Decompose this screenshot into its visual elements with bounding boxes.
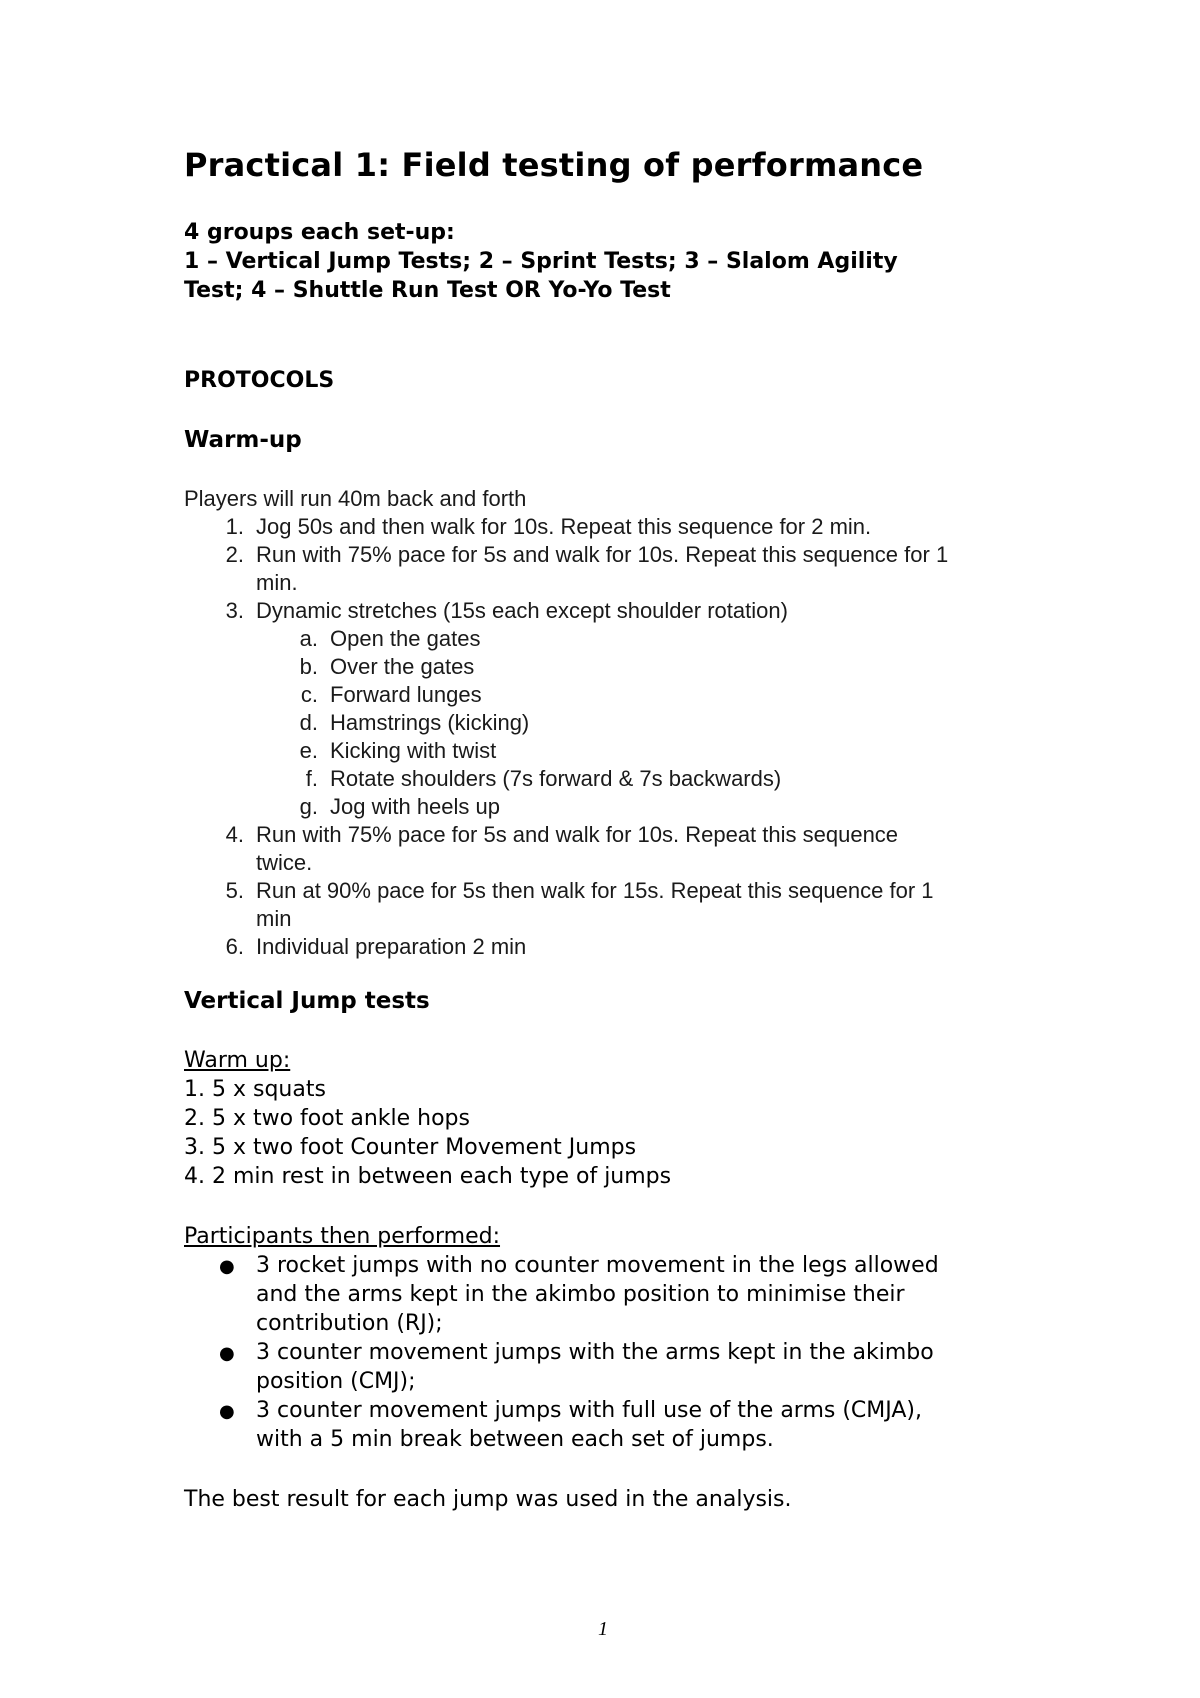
bullet-text: 3 counter movement jumps with full use of the arms (CMJA),: [256, 1398, 922, 1423]
page-number: 1: [598, 1618, 608, 1640]
bullet-icon: ●: [219, 1343, 235, 1364]
protocols-heading: PROTOCOLS: [184, 368, 335, 393]
sub-list-letter: f.: [305, 766, 318, 791]
list-text-continued: min: [256, 906, 292, 931]
warmup-intro: Players will run 40m back and forth: [184, 486, 527, 511]
list-text-continued: twice.: [256, 850, 313, 875]
list-text: Run at 90% pace for 5s then walk for 15s. Repeat this sequence for 1: [256, 878, 934, 903]
list-text: Individual preparation 2 min: [256, 934, 527, 959]
list-text: Run with 75% pace for 5s and walk for 10s. Repeat this sequence: [256, 822, 899, 847]
list-item: 1. 5 x squats: [184, 1077, 326, 1102]
sub-list-letter: c.: [300, 682, 318, 707]
sub-list-letter: g.: [299, 794, 318, 819]
warmup-subheading: Warm up:: [184, 1048, 291, 1073]
list-number: 5.: [225, 878, 244, 903]
list-text: Dynamic stretches (15s each except shoulder rotation): [256, 598, 788, 623]
sub-list-text: Hamstrings (kicking): [330, 710, 530, 735]
bullet-text: 3 rocket jumps with no counter movement in the legs allowed: [256, 1253, 939, 1278]
groups-heading: 4 groups each set-up:: [184, 220, 455, 245]
list-text-continued: min.: [256, 570, 298, 595]
vertical-jump-heading: Vertical Jump tests: [184, 988, 430, 1014]
list-number: 4.: [225, 822, 244, 847]
list-item: 2. 5 x two foot ankle hops: [184, 1106, 470, 1131]
groups-line-2: Test; 4 – Shuttle Run Test OR Yo-Yo Test: [184, 278, 671, 303]
list-number: 1.: [225, 514, 244, 539]
bullet-text: 3 counter movement jumps with the arms kept in the akimbo: [256, 1340, 934, 1365]
sub-list-letter: b.: [299, 654, 318, 679]
conclusion-text: The best result for each jump was used in the analysis.: [184, 1487, 792, 1512]
page-title: Practical 1: Field testing of performance: [184, 146, 924, 184]
sub-list-letter: e.: [299, 738, 318, 763]
sub-list-text: Rotate shoulders (7s forward & 7s backwards): [330, 766, 782, 791]
groups-line-1: 1 – Vertical Jump Tests; 2 – Sprint Tests; 3 – Slalom Agility: [184, 249, 898, 274]
participants-subheading: Participants then performed:: [184, 1224, 501, 1249]
sub-list-text: Forward lunges: [330, 682, 482, 707]
sub-list-letter: a.: [299, 626, 318, 651]
bullet-icon: ●: [219, 1256, 235, 1277]
warmup-heading: Warm-up: [184, 427, 302, 453]
list-number: 6.: [225, 934, 244, 959]
list-item: 3. 5 x two foot Counter Movement Jumps: [184, 1135, 637, 1160]
bullet-text-continued: with a 5 min break between each set of jumps.: [256, 1427, 774, 1452]
list-text: Run with 75% pace for 5s and walk for 10s. Repeat this sequence for 1: [256, 542, 949, 567]
sub-list-text: Open the gates: [330, 626, 481, 651]
bullet-text-continued: contribution (RJ);: [256, 1311, 443, 1336]
sub-list-text: Kicking with twist: [330, 738, 497, 763]
bullet-text-continued: and the arms kept in the akimbo position to minimise their: [256, 1282, 905, 1307]
list-item: 4. 2 min rest in between each type of jumps: [184, 1164, 672, 1189]
bullet-text-continued: position (CMJ);: [256, 1369, 416, 1394]
list-number: 2.: [225, 542, 244, 567]
sub-list-text: Jog with heels up: [330, 794, 500, 819]
list-number: 3.: [225, 598, 244, 623]
bullet-icon: ●: [219, 1401, 235, 1422]
list-text: Jog 50s and then walk for 10s. Repeat this sequence for 2 min.: [256, 514, 872, 539]
sub-list-letter: d.: [299, 710, 318, 735]
sub-list-text: Over the gates: [330, 654, 475, 679]
